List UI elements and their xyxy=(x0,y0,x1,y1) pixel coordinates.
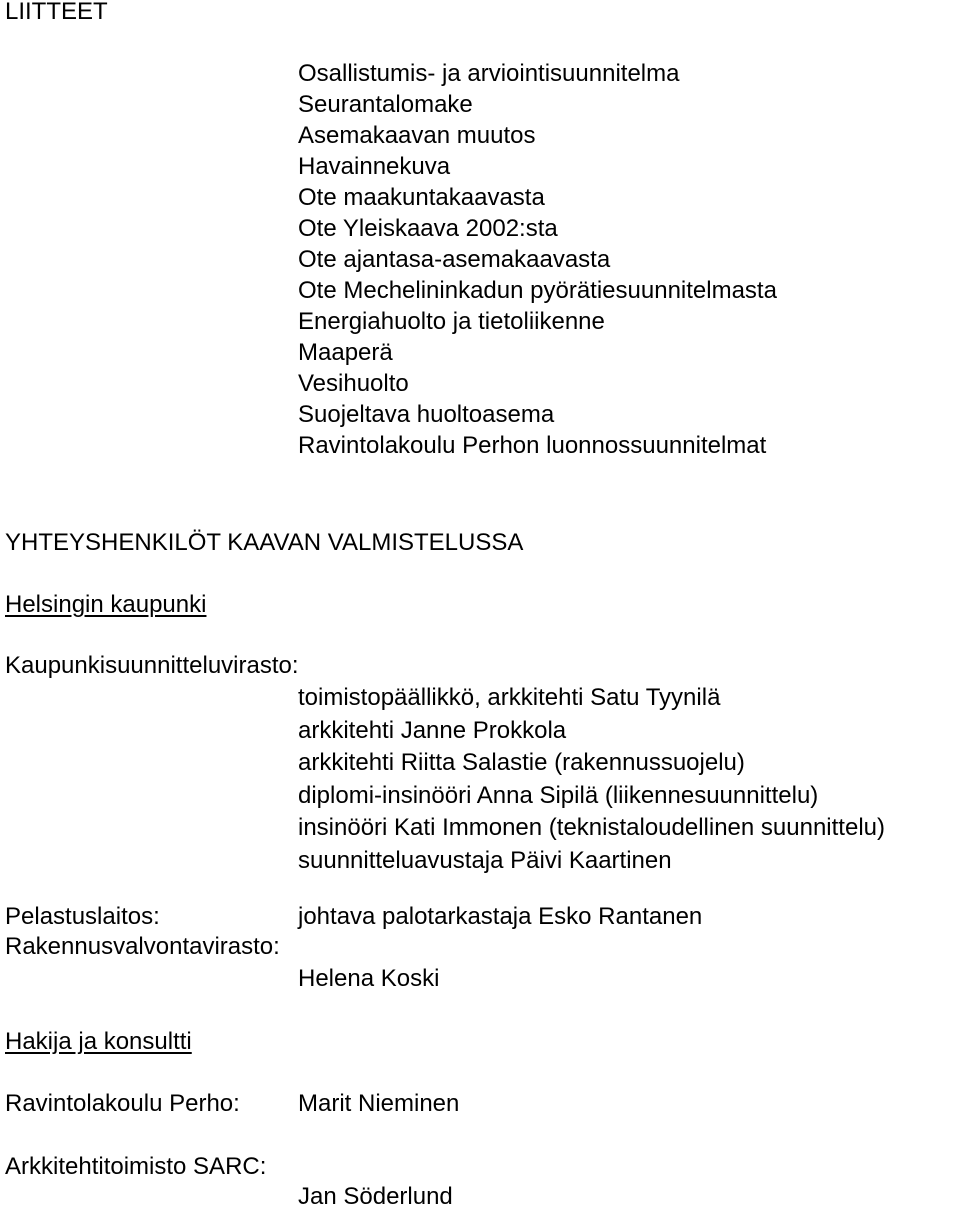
sarc-label: Arkkitehtitoimisto SARC: xyxy=(5,1153,267,1180)
staff-member: diplomi-insinööri Anna Sipilä (liikennesuunnittelu) xyxy=(298,781,819,809)
attachment-item: Ote Mechelininkadun pyörätiesuunnitelmasta xyxy=(298,277,777,304)
attachment-item: Maaperä xyxy=(298,339,393,366)
city-heading: Helsingin kaupunki xyxy=(5,591,207,618)
contacts-heading: YHTEYSHENKILÖT KAAVAN VALMISTELUSSA xyxy=(5,529,524,556)
sarc-person: Jan Söderlund xyxy=(298,1183,453,1210)
attachment-item: Ravintolakoulu Perhon luonnossuunnitelmat xyxy=(298,432,767,459)
attachment-item: Energiahuolto ja tietoliikenne xyxy=(298,308,605,335)
building-control-label: Rakennusvalvontavirasto: xyxy=(5,933,280,960)
applicant-heading: Hakija ja konsultti xyxy=(5,1028,192,1055)
attachments-heading: LIITTEET xyxy=(5,0,108,25)
staff-member: arkkitehti Janne Prokkola xyxy=(298,716,567,744)
attachment-item: Asemakaavan muutos xyxy=(298,122,536,149)
attachment-item: Ote maakuntakaavasta xyxy=(298,184,545,211)
attachments-list xyxy=(298,58,777,461)
attachment-item: Vesihuolto xyxy=(298,370,409,397)
perho-person: Marit Nieminen xyxy=(298,1090,460,1117)
planning-office-label: Kaupunkisuunnitteluvirasto: xyxy=(5,652,299,679)
staff-member: toimistopäällikkö, arkkitehti Satu Tyynilä xyxy=(298,684,721,711)
rescue-person: johtava palotarkastaja Esko Rantanen xyxy=(298,903,703,930)
perho-label: Ravintolakoulu Perho: xyxy=(5,1090,240,1117)
building-control-person: Helena Koski xyxy=(298,965,440,992)
planning-office-staff-list xyxy=(298,682,885,877)
staff-member: arkkitehti Riitta Salastie (rakennussuojelu) xyxy=(298,749,745,776)
attachment-item: Seurantalomake xyxy=(298,91,473,118)
attachment-item: Havainnekuva xyxy=(298,153,451,180)
rescue-label: Pelastuslaitos: xyxy=(5,903,160,930)
attachment-item: Ote ajantasa-asemakaavasta xyxy=(298,246,611,273)
attachment-item: Ote Yleiskaava 2002:sta xyxy=(298,215,558,242)
staff-member: insinööri Kati Immonen (teknistaloudellinen suunnittelu) xyxy=(298,814,885,841)
attachment-item: Osallistumis- ja arviointisuunnitelma xyxy=(298,60,680,87)
staff-member: suunnitteluavustaja Päivi Kaartinen xyxy=(298,846,672,874)
attachment-item: Suojeltava huoltoasema xyxy=(298,401,555,428)
